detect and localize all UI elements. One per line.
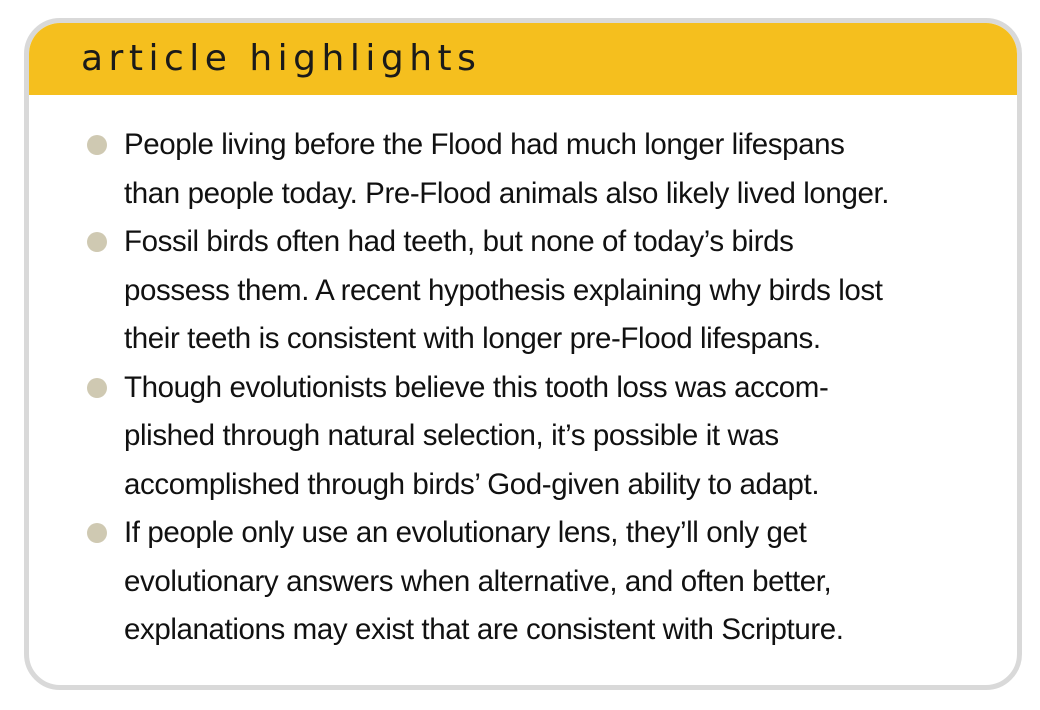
highlight-line: their teeth is consistent with longer pre-Flood lifespans. <box>124 322 821 355</box>
highlights-title: article highlights <box>81 38 482 79</box>
highlight-line: plished through natural selection, it’s possible it was <box>124 419 779 452</box>
highlight-line: accomplished through birds’ God-given ability to adapt. <box>124 467 820 501</box>
bullet-icon <box>87 135 107 155</box>
highlight-line: Fossil birds often had teeth, but none of today’s birds <box>124 225 794 258</box>
highlight-line: possess them. A recent hypothesis explaining why birds lost <box>124 273 883 307</box>
list-item <box>29 509 1017 655</box>
bullet-icon <box>87 378 107 398</box>
highlight-line: explanations may exist that are consistent with Scripture. <box>124 613 844 646</box>
highlight-line: evolutionary answers when alternative, and often better, <box>124 564 832 598</box>
highlight-line: People living before the Flood had much longer lifespans <box>124 128 845 161</box>
list-item <box>29 218 1017 364</box>
highlight-line: If people only use an evolutionary lens, they’ll only get <box>124 516 807 549</box>
article-highlights-box <box>24 18 1022 690</box>
list-item <box>29 121 1017 218</box>
highlight-line: Though evolutionists believe this tooth loss was accom- <box>124 370 829 404</box>
highlights-header <box>29 23 1017 95</box>
highlight-line: than people today. Pre-Flood animals also likely lived longer. <box>124 176 890 210</box>
bullet-icon <box>87 523 107 543</box>
list-item <box>29 364 1017 510</box>
bullet-icon <box>87 232 107 252</box>
highlights-list <box>29 121 1017 655</box>
